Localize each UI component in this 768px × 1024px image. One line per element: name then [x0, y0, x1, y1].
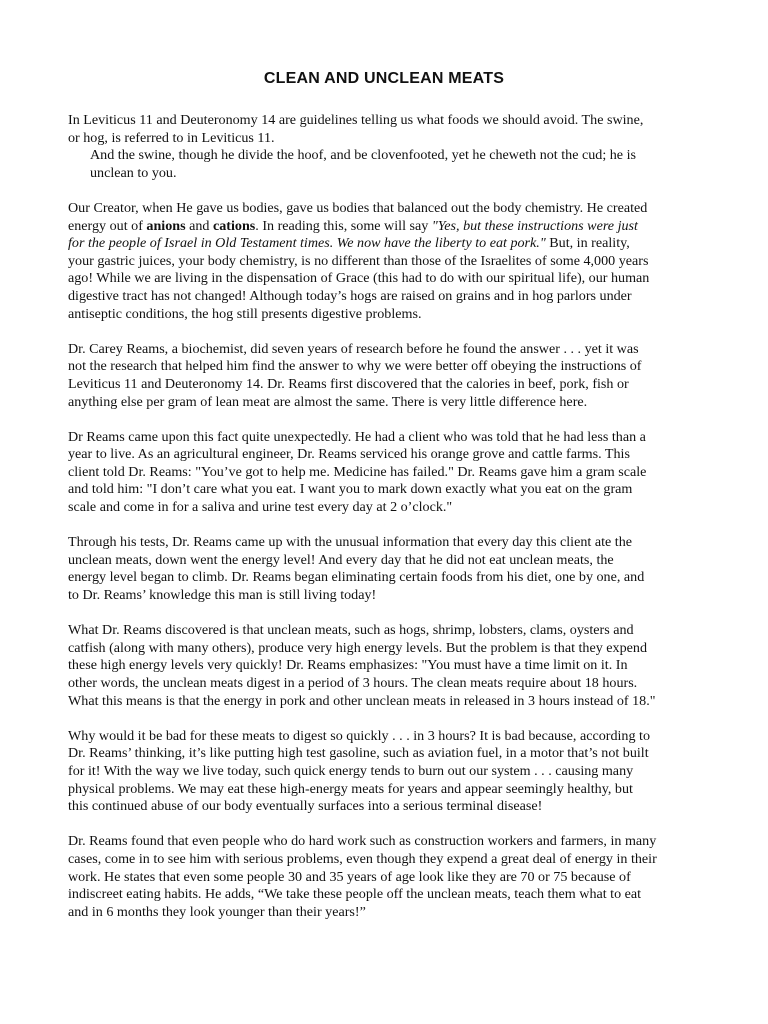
text-line: physical problems. We may eat these high-energy meats for years and appear seemingly healthy, but: [68, 780, 633, 797]
text-line: and told him: "I don’t care what you eat. I want you to mark down exactly what you eat on the gram: [68, 481, 633, 498]
text-run: energy out of: [68, 217, 147, 234]
text-line: Why would it be bad for these meats to digest so quickly . . . in 3 hours? It is bad because, according to: [68, 727, 651, 744]
text-line: indiscreet eating habits. He adds, “We take these people off the unclean meats, teach them what to eat: [68, 886, 642, 903]
text-line: Dr Reams came upon this fact quite unexpectedly. He had a client who was told that he had less than a: [68, 428, 646, 445]
text-run: But, in reality,: [545, 235, 630, 252]
text-line: year to live. As an agricultural engineer, Dr. Reams serviced his orange grove and cattle farms. This: [68, 446, 630, 463]
page-title: CLEAN AND UNCLEAN MEATS: [263, 70, 505, 87]
text-line: In Leviticus 11 and Deuteronomy 14 are guidelines telling us what foods we should avoid. The swine,: [68, 112, 644, 128]
document-body: [68, 112, 694, 939]
text-line: What Dr. Reams discovered is that unclean meats, such as hogs, shrimp, lobsters, clams, oysters and: [68, 622, 634, 639]
text-line: work. He states that even some people 30 and 35 years of age look like they are 70 or 75 because of: [68, 868, 631, 885]
anions-term: anions: [146, 217, 186, 234]
text-line: this continued abuse of our body eventually surfaces into a serious terminal disease!: [68, 798, 543, 815]
text-line: other words, the unclean meats digest in a period of 3 hours. The clean meats require about 18 hours.: [68, 675, 638, 691]
intro-paragraph: [68, 112, 694, 147]
italic-quote: "Yes, but these instructions were just: [431, 217, 638, 234]
text-line: Leviticus 11 and Deuteronomy 14. Dr. Reams first discovered that the calories in beef, pork, fish or: [68, 375, 629, 392]
discovered-paragraph: [68, 622, 694, 710]
text-line: catfish (along with many others), produce very high energy levels. But the problem is that they expend: [68, 639, 647, 656]
cations-term: cations: [213, 217, 256, 234]
text-line: Dr. Reams’ thinking, it’s like putting high test gasoline, such as aviation fuel, in a motor that’s not built: [68, 745, 649, 762]
text-line: What this means is that the energy in pork and other unclean meats in released in 3 hours instead of 18.": [68, 692, 656, 709]
text-line: Through his tests, Dr. Reams came up with the unusual information that every day this client ate the: [68, 534, 633, 551]
text-line: Our Creator, when He gave us bodies, gave us bodies that balanced out the body chemistry. He created: [68, 199, 648, 216]
text-line: antiseptic conditions, the hog still presents digestive problems.: [68, 305, 422, 322]
text-line: [68, 235, 694, 253]
text-line: cases, come in to see him with serious problems, even though they expend a great deal of energy in their: [68, 850, 657, 867]
text-line: digestive tract has not changed! Although today’s hogs are raised on grains and in hog parlors under: [68, 287, 632, 304]
hard-work-paragraph: [68, 833, 694, 921]
text-line: unclean to you.: [90, 164, 177, 181]
text-line: [68, 218, 694, 236]
creator-paragraph: [68, 200, 694, 323]
text-line: And the swine, though he divide the hoof, and be clovenfooted, yet he cheweth not the cud; he is: [90, 147, 636, 164]
text-line: or hog, is referred to in Leviticus 11.: [68, 129, 275, 146]
reams-intro-paragraph: [68, 341, 694, 411]
text-line: for it! With the way we live today, such quick energy tends to burn out our system . . . causing many: [68, 762, 634, 779]
text-line: ago! While we are living in the dispensation of Grace (this had to do with our spiritual life), our human: [68, 270, 650, 287]
unexpected-paragraph: [68, 429, 694, 517]
text-line: client told Dr. Reams: "You’ve got to help me. Medicine has failed." Dr. Reams gave him a gram scale: [68, 463, 647, 480]
text-run: . In reading this, some will say: [255, 217, 432, 234]
text-line: your gastric juices, your body chemistry, is no different than those of the Israelites of some 4,000 years: [68, 252, 649, 269]
text-line: and in 6 months they look younger than their years!”: [68, 903, 366, 920]
tests-paragraph: [68, 534, 694, 604]
text-line: to Dr. Reams’ knowledge this man is still living today!: [68, 587, 377, 604]
text-line: unclean meats, down went the energy level! And every day that he did not eat unclean meats, the: [68, 551, 614, 568]
text-run: and: [185, 217, 213, 234]
text-line: Dr. Carey Reams, a biochemist, did seven years of research before he found the answer . . . yet it was: [68, 340, 639, 357]
text-line: not the research that helped him find the answer to why we were better off obeying the instructions of: [68, 358, 642, 375]
why-bad-paragraph: [68, 728, 694, 816]
text-line: these high energy levels very quickly! Dr. Reams emphasizes: "You must have a time limit on it. In: [68, 657, 628, 674]
scripture-quote: [68, 147, 694, 182]
text-line: scale and come in for a saliva and urine test every day at 2 o’clock.": [68, 499, 453, 516]
text-line: energy level began to climb. Dr. Reams began eliminating certain foods from his diet, one by one, and: [68, 569, 645, 586]
italic-quote: for the people of Israel in Old Testament times. We now have the liberty to eat pork.": [68, 235, 546, 252]
text-line: anything else per gram of lean meat are almost the same. There is very little difference here.: [68, 393, 588, 410]
text-line: Dr. Reams found that even people who do hard work such as construction workers and farmers, in many: [68, 833, 657, 850]
